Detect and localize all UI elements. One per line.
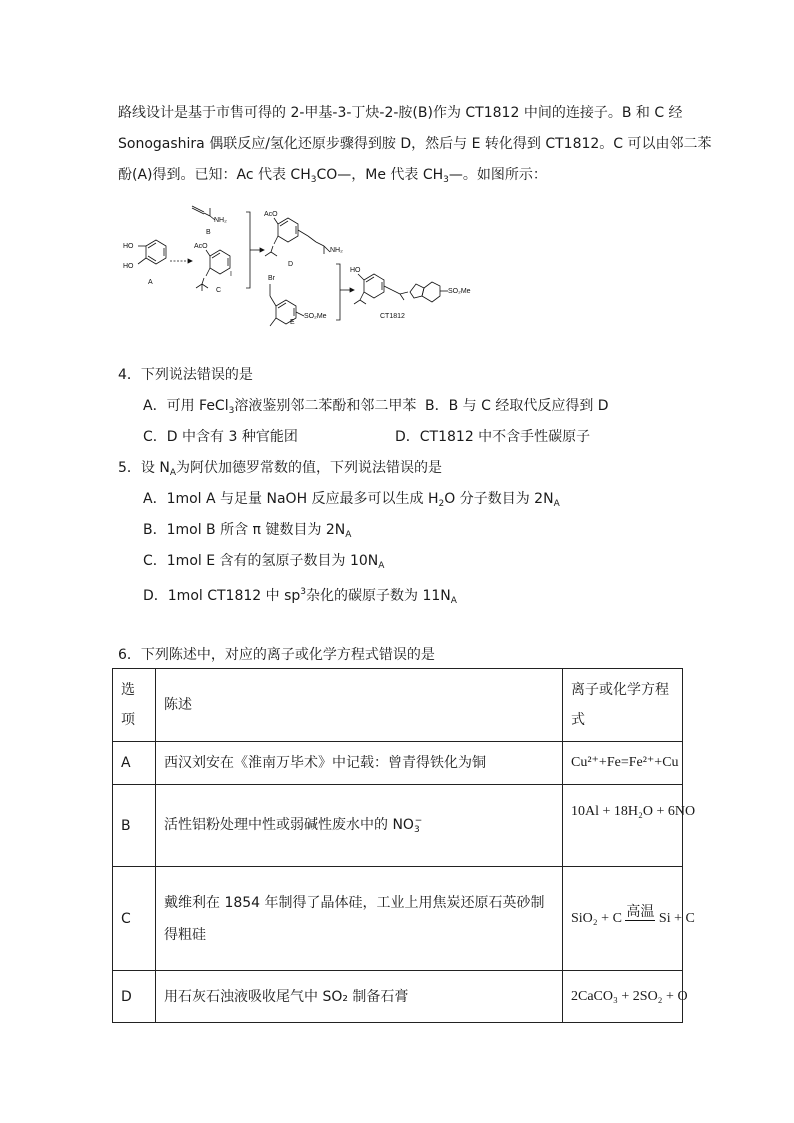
row-statement: 活性铝粉处理中性或弱碱性废水中的 $NO_3^-$ bbox=[156, 785, 563, 867]
q4-option-D: D．CT1812 中不含手性碳原子 bbox=[395, 429, 591, 445]
compound-CT1812 bbox=[350, 267, 471, 320]
compound-D bbox=[264, 211, 343, 268]
row-equation: Cu²⁺+Fe=Fe²⁺+Cu bbox=[563, 742, 683, 785]
compound-B bbox=[192, 206, 227, 236]
row-equation: 2CaCO₃ + 2SO₂ + O bbox=[563, 971, 683, 1023]
q4-option-A: A．可用 FeCl$_3$溶液鉴别邻二苯酚和邻二甲苯 bbox=[143, 398, 417, 416]
q6-stem: 6．下列陈述中，对应的离子或化学方程式错误的是 bbox=[118, 647, 435, 663]
intro-line-1: 路线设计是基于市售可得的 2-甲基-3-丁炔-2-胺(B)作为 CT1812 中间的连接子。B 和 C 经 bbox=[118, 105, 683, 121]
q5-option-A: A．1mol A 与足量 NaOH 反应最多可以生成 $H_2O$ 分子数目为 $2N_A$ bbox=[143, 491, 560, 509]
svg-text:I: I bbox=[230, 271, 232, 278]
row-equation: SiO₂ + C 高温 Si + C bbox=[563, 867, 683, 971]
q5-stem: 5．设 $N_A$为阿伏加德罗常数的值，下列说法错误的是 bbox=[118, 460, 443, 478]
label-C: C bbox=[216, 287, 222, 294]
reaction-scheme bbox=[118, 196, 478, 326]
table-row bbox=[113, 971, 683, 1023]
table-header-row bbox=[113, 669, 683, 742]
table-row bbox=[113, 742, 683, 785]
row-option: D bbox=[113, 971, 156, 1023]
q5-option-C: C．1mol E 含有的氢原子数目为 $10N_A$ bbox=[143, 553, 385, 571]
svg-text:HO: HO bbox=[123, 263, 134, 270]
row-option: A bbox=[113, 742, 156, 785]
q4-option-C: C．D 中含有 3 种官能团 bbox=[143, 429, 298, 445]
row-statement: 用石灰石浊液吸收尾气中 SO₂ 制备石膏 bbox=[156, 971, 563, 1023]
header-option: 选项 bbox=[113, 669, 156, 742]
svg-text:HO: HO bbox=[350, 267, 361, 274]
q6-table bbox=[112, 668, 696, 1023]
table-row bbox=[113, 867, 683, 971]
compound-A bbox=[123, 240, 166, 286]
q4-option-B: B．B 与 C 经取代反应得到 D bbox=[425, 398, 609, 414]
compound-C bbox=[194, 243, 232, 294]
intro-line-2: Sonogashira 偶联反应/氢化还原步骤得到胺 D，然后与 E 转化得到 CT1812。C 可以由邻二苯 bbox=[118, 136, 712, 152]
table-row bbox=[113, 785, 683, 867]
row-statement: 西汉刘安在《淮南万毕术》中记载：曾青得铁化为铜 bbox=[156, 742, 563, 785]
label-B: B bbox=[206, 229, 211, 236]
label-D: D bbox=[288, 261, 294, 268]
q4-stem: 4．下列说法错误的是 bbox=[118, 367, 253, 383]
row-statement: 戴维利在 1854 年制得了晶体硅，工业上用焦炭还原石英砂制得粗硅 bbox=[156, 867, 563, 971]
label-A: A bbox=[148, 279, 153, 286]
header-statement: 陈述 bbox=[156, 669, 563, 742]
q5-option-D: D．1mol CT1812 中 $sp^3$杂化的碳原子数为 $11N_A$ bbox=[143, 587, 457, 606]
row-option: C bbox=[113, 867, 156, 971]
svg-text:Br: Br bbox=[268, 275, 275, 282]
intro-line-3: 酚(A)得到。已知：Ac 代表 $CH_3CO—$，Me 代表 $CH_3—$。如图所示： bbox=[118, 167, 547, 185]
row-equation: 10Al + 18H₂O + 6NO bbox=[563, 785, 683, 867]
svg-text:SO₂Me: SO₂Me bbox=[304, 313, 327, 320]
compound-E bbox=[268, 275, 327, 326]
svg-text:AcO: AcO bbox=[264, 211, 278, 218]
svg-text:AcO: AcO bbox=[194, 243, 208, 250]
svg-text:NH₂: NH₂ bbox=[330, 247, 343, 254]
svg-text:NH₂: NH₂ bbox=[214, 217, 227, 224]
svg-text:SO₂Me: SO₂Me bbox=[448, 288, 471, 295]
svg-text:HO: HO bbox=[123, 243, 134, 250]
label-E: E bbox=[290, 319, 295, 326]
q5-option-B: B．1mol B 所含 π 键数目为 $2N_A$ bbox=[143, 522, 352, 540]
row-option: B bbox=[113, 785, 156, 867]
header-equation: 离子或化学方程式 bbox=[563, 669, 683, 742]
label-CT1812: CT1812 bbox=[380, 313, 405, 320]
